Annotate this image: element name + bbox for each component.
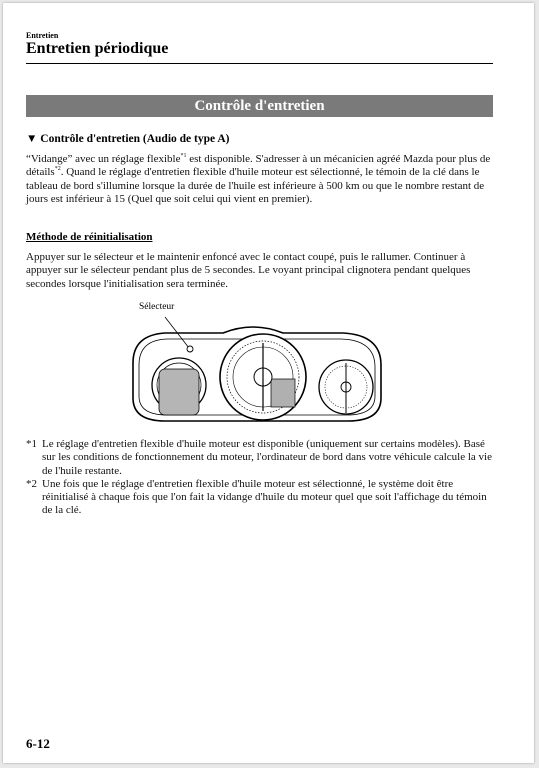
reset-method-text: Appuyer sur le sélecteur et le maintenir enfoncé avec le contact coupé, puis le rallumer. Continuer à appuyer sur le sélecteur pendant plus de 5 secondes. Le voyant principal clignotera pendant quelques secondes lorsque l'initialisation sera terminée. — [26, 251, 471, 290]
instrument-cluster-diagram — [103, 303, 403, 428]
subsection-title — [26, 133, 229, 145]
intro-paragraph — [26, 153, 493, 206]
center-info-display — [271, 379, 295, 407]
footnote-mark: *1 — [26, 438, 37, 450]
selector-label: Sélecteur — [139, 302, 175, 312]
footnote — [26, 478, 496, 518]
header-section-title: Entretien périodique — [26, 40, 169, 57]
section-banner: Contrôle d'entretien — [26, 95, 493, 117]
footnote-ref-1: *1 — [180, 153, 187, 159]
intro-text-mid: est disponible. S'adresser à un mécanicien agréé Mazda pour plus de détails — [26, 153, 491, 179]
selector-knob-icon — [187, 346, 193, 352]
footnote-ref-2: *2 — [54, 166, 61, 173]
subsection-title-text: Contrôle d'entretien (Audio de type A) — [40, 133, 230, 145]
footnote-text: Le réglage d'entretien flexible d'huile moteur est disponible (uniquement sur certains modèles). Basé sur les conditions de fonctionnement du moteur, l'ordinateur de bord dans votre véhicule calcule la vie de l'huile restante. — [42, 438, 492, 477]
footnote-text: Une fois que le réglage d'entretien flexible d'huile moteur est sélectionné, le système doit être réinitialisé à chaque fois que l'on fait la vidange d'huile du moteur quel que soit l'affichage du témoin de la clé. — [42, 477, 487, 517]
footnotes — [26, 438, 496, 518]
header-rule — [26, 63, 493, 64]
footnote — [26, 438, 496, 478]
left-display-panel — [159, 369, 199, 415]
header-section-small: Entretien — [26, 31, 59, 40]
page-number: 6-12 — [26, 736, 50, 751]
intro-text-start: “Vidange” avec un réglage flexible — [26, 153, 181, 165]
footnote-mark: *2 — [26, 477, 37, 490]
triangle-down-icon: ▼ — [26, 133, 38, 145]
intro-text-rest: . Quand le réglage d'entretien flexible d'huile moteur est sélectionné, le témoin de la clé dans le tableau de bord s'illumine lorsque la durée de l'huile est inférieure à 500 km ou que le nombre restant de jours est inférieur à 15 (Quel que soit celui qui vient en premier). — [26, 166, 485, 205]
manual-page — [3, 3, 534, 763]
reset-method-heading: Méthode de réinitialisation — [26, 231, 153, 243]
